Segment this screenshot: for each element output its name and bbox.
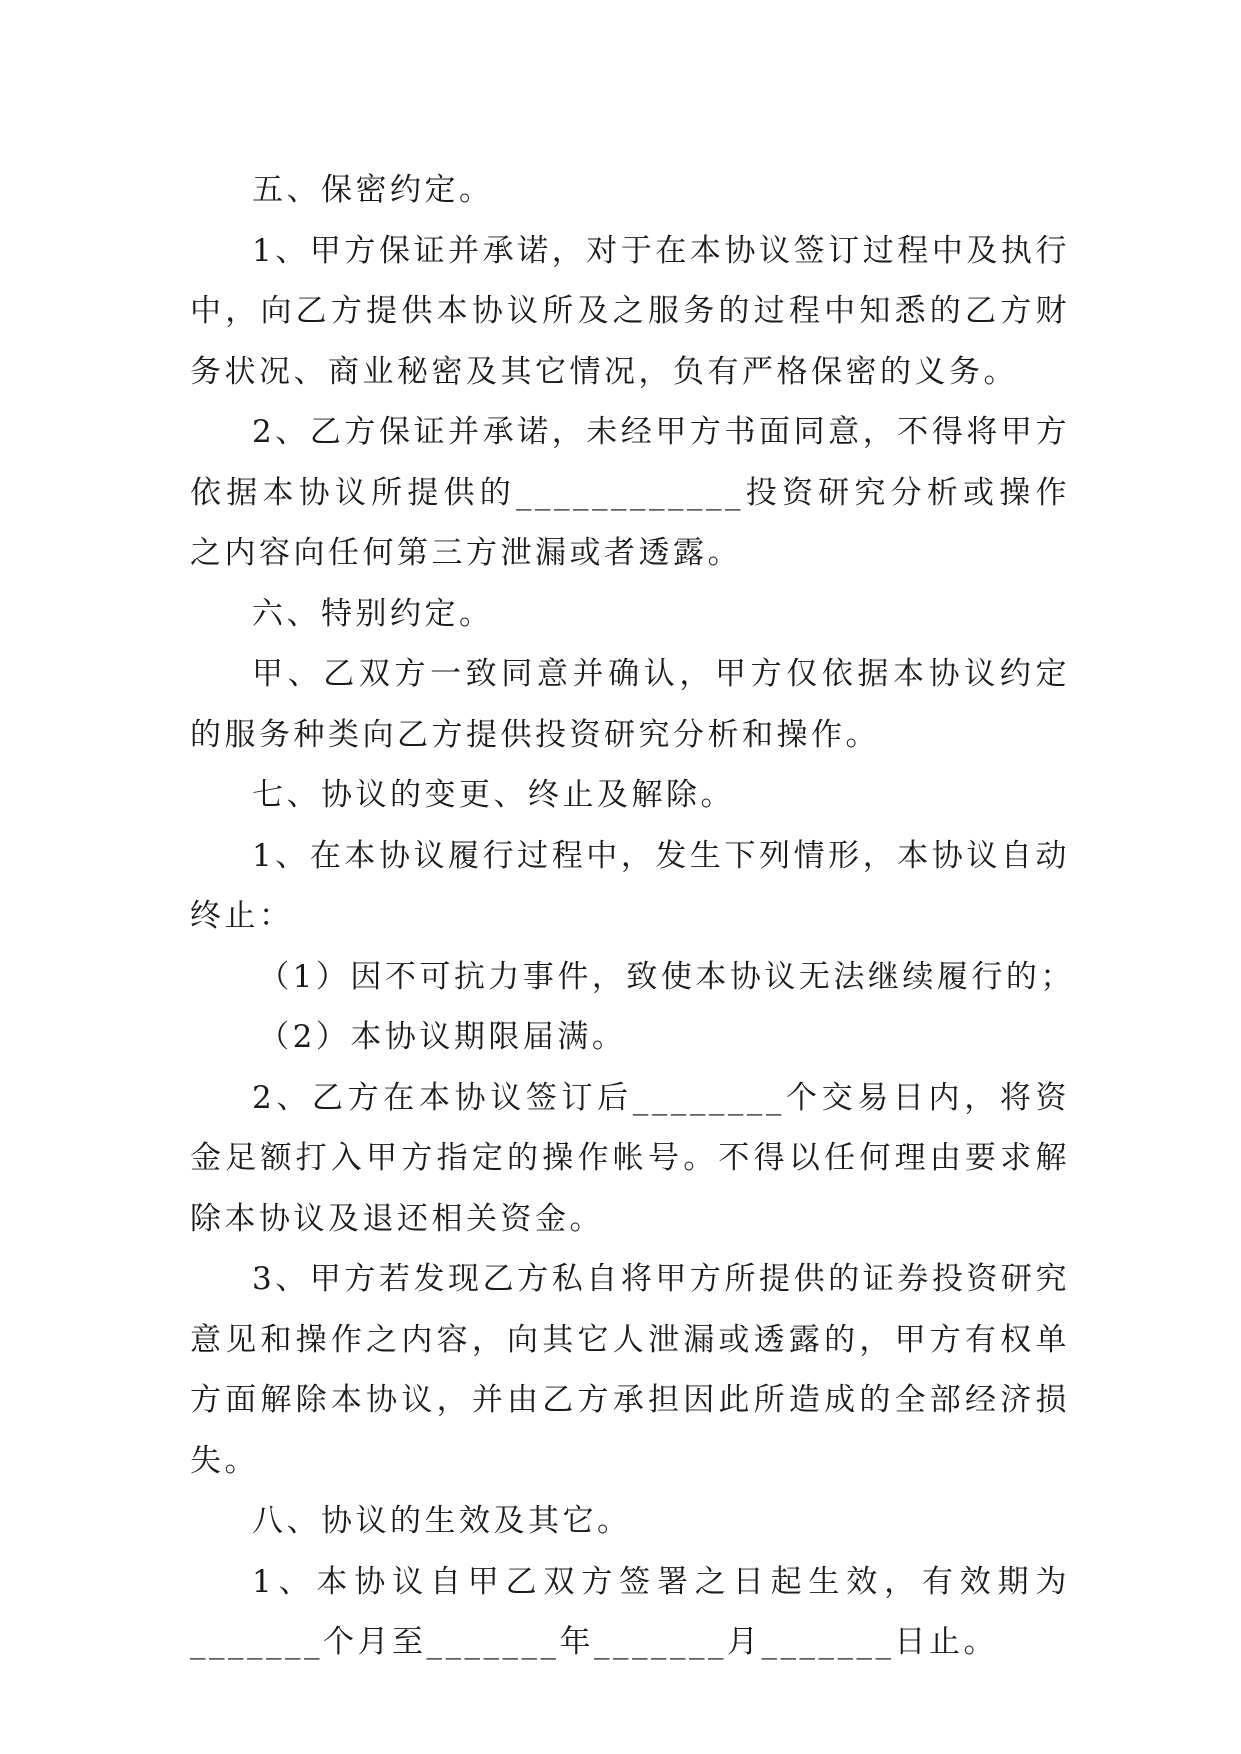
clause-5-2: 2、乙方保证并承诺，未经甲方书面同意，不得将甲方依据本协议所提供的____________投资研究分析或操作之内容向任何第三方泄漏或者透露。	[190, 414, 1070, 571]
section-heading-special-terms: 六、特别约定。	[252, 595, 494, 632]
clause-7-1-item-2: （2）本协议期限届满。	[258, 1019, 627, 1055]
clause-6: 甲、乙双方一致同意并确认，甲方仅依据本协议约定的服务种类向乙方提供投资研究分析和操作。	[190, 656, 1070, 753]
clause-7-1-item-1: （1）因不可抗力事件，致使本协议无法继续履行的；	[258, 958, 1075, 995]
section-heading-change-termination: 七、协议的变更、终止及解除。	[252, 777, 735, 813]
section-heading-effectiveness: 八、协议的生效及其它。	[252, 1503, 632, 1539]
clause-7-3: 3、甲方若发现乙方私自将甲方所提供的证券投资研究意见和操作之内容，向其它人泄漏或透露的，甲方有权单方面解除本协议，并由乙方承担因此所造成的全部经济损失。	[190, 1261, 1070, 1479]
clause-5-1: 1、甲方保证并承诺，对于在本协议签订过程中及执行中，向乙方提供本协议所及之服务的过程中知悉的乙方财务状况、商业秘密及其它情况，负有严格保密的义务。	[190, 232, 1070, 390]
section-heading-confidentiality: 五、保密约定。	[252, 172, 494, 208]
clause-7-2: 2、乙方在本协议签订后________个交易日内，将资金足额打入甲方指定的操作帐号。不得以任何理由要求解除本协议及退还相关资金。	[190, 1079, 1070, 1237]
document-body	[190, 160, 1075, 1673]
clause-7-1: 1、在本协议履行过程中，发生下列情形，本协议自动终止：	[190, 837, 1070, 934]
clause-8-1: 1、本协议自甲乙双方签署之日起生效，有效期为_______个月至_______年_______月_______日止。	[190, 1563, 1070, 1660]
